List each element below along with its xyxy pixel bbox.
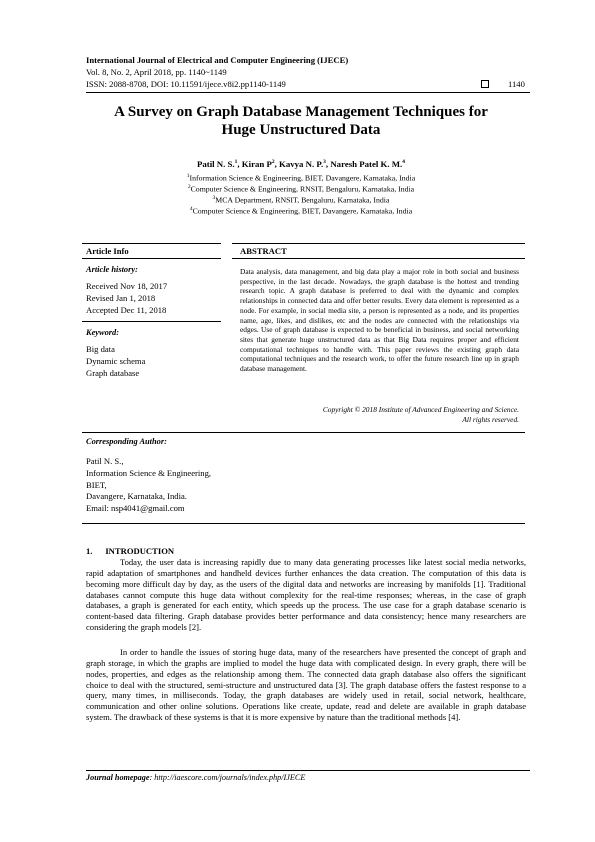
aff-sup: 1 xyxy=(186,173,190,179)
corresponding-line: Davangere, Karnataka, India. xyxy=(86,491,187,501)
keyword: Graph database xyxy=(86,368,140,378)
author-sup: 4 xyxy=(402,159,405,166)
author-sup: 1 xyxy=(234,159,238,166)
volume-info: Vol. 8, No. 2, April 2018, pp. 1140~1149 xyxy=(86,67,227,77)
author-sep: , xyxy=(325,159,331,169)
copyright-line: Copyright © 2018 Institute of Advanced Engineering and Science. xyxy=(322,405,519,414)
title-line: Huge Unstructured Data xyxy=(221,122,381,138)
corresponding-line: Information Science & Engineering, xyxy=(86,468,212,478)
aff-sup: 2 xyxy=(187,184,191,190)
footer-rule xyxy=(86,770,530,771)
paper-title xyxy=(86,103,516,139)
keyword: Dynamic schema xyxy=(86,356,146,366)
author-name: Kavya N. P. xyxy=(279,159,324,169)
author-name: Patil N. S. xyxy=(197,159,235,169)
intro-paragraph-1: Today, the user data is increasing rapidly due to many data generating processes like latest social media networks, rapid adaptation of smartphones and handheld devices further enhances the data creation. The computation of this data is becoming more difficult day by day, as the users of the digital data and networks are increasing by manifolds [1]. Traditional databases cannot compute this huge data without complexity for the real-time responses; whereas, in the case of graph databases, a graph is generated for each entity, which speeds up the process. The use case for a graph database scenario is content-based data filtering. Graph database provides better performance and data consistency; hence many researchers are considering the graph models [2]. xyxy=(86,557,526,633)
aff-sup: 3 xyxy=(212,195,216,201)
page-marker-icon xyxy=(481,80,489,88)
abstract-text: Data analysis, data management, and big data play a major role in both social and business perspective, in the last decade. Nowadays, the graph database is the hottest and trending research topic. A graph database is preferred to deal with the dynamic and complex relationships in connected data and offer better results. Every data element is represented as a node. For example, in social media site, a person is represented as a node, and its properties name, age, likes, and dislikes, etc and the nodes are connected with the relationships via edges. Use of graph database is expected to be beneficial in business, and social networking sites that generate huge unstructured data as that Big Data requires proper and efficient computational techniques to handle with. This paper reviews the existing graph data computational techniques and the research work, to offer the future research line up in graph database management. xyxy=(240,267,519,374)
aff-text: Computer Science & Engineering, BIET, Davangere, Karnataka, India xyxy=(192,206,413,216)
author-sep: , xyxy=(237,159,242,169)
corresponding-line: BIET, xyxy=(86,480,107,490)
abstract-rule xyxy=(232,258,525,259)
author-name: Kiran P xyxy=(241,159,272,169)
keyword-rule xyxy=(82,321,221,322)
aff-text: MCA Department, RNSIT, Bengaluru, Karnataka, India xyxy=(215,195,390,205)
author-name: Naresh Patel K. M. xyxy=(330,159,403,169)
title-line: A Survey on Graph Database Management Techniques for xyxy=(114,104,488,120)
article-info-heading: Article Info xyxy=(86,246,129,256)
copyright-notice xyxy=(240,405,519,425)
corresponding-top-rule xyxy=(82,432,525,433)
accepted-date: Accepted Dec 11, 2018 xyxy=(86,305,167,315)
abstract-heading: ABSTRACT xyxy=(240,246,287,256)
page-number: 1140 xyxy=(508,79,525,89)
abstract-top-rule xyxy=(232,243,525,244)
aff-text: Computer Science & Engineering, RNSIT, Bengaluru, Karnataka, India xyxy=(190,184,415,194)
homepage-label: Journal homepage xyxy=(86,773,150,782)
issn-doi: ISSN: 2088-8708, DOI: 10.11591/ijece.v8i2.pp1140-1149 xyxy=(86,79,286,89)
author-sup: 2 xyxy=(271,159,275,166)
author-sep: , xyxy=(274,159,280,169)
journal-name: International Journal of Electrical and Computer Engineering (IJECE) xyxy=(86,55,349,65)
revised-date: Revised Jan 1, 2018 xyxy=(86,293,156,303)
rights-line: All rights reserved. xyxy=(462,415,519,424)
header-divider xyxy=(86,92,530,93)
author-sup: 3 xyxy=(323,159,326,166)
corresponding-bottom-rule xyxy=(82,523,525,524)
aff-text: Information Science & Engineering, BIET, Davangere, Karnataka, India xyxy=(189,173,416,183)
intro-paragraph-2: In order to handle the issues of storing huge data, many of the researchers have presented the concept of graph and graph storage, in which the graphs are implied to model the huge data with complicated design. In every graph, there will be nodes, properties, and edges as the relationship among them. The connected data graph database also offers the significant choice to deal with the structured, semi-structure and unstructured data [3]. The graph database offers the fastest response to a query, many times, in milliseconds. Today, the graph databases are widely used in retail, social network, healthcare, communication and other online solutions. Operations like create, update, read and delete are available in graph database system. The drawback of these systems is that it is more expensive by nature than the traditional methods [4]. xyxy=(86,647,526,723)
article-info-rule xyxy=(82,258,221,259)
keyword-heading: Keyword: xyxy=(86,328,120,337)
homepage-link[interactable]: : http://iaescore.com/journals/index.php/IJECE xyxy=(149,773,306,782)
article-info-top-rule xyxy=(82,243,221,244)
history-heading: Article history: xyxy=(86,265,138,274)
corresponding-heading: Corresponding Author: xyxy=(86,437,167,446)
author-list xyxy=(86,159,516,169)
received-date: Received Nov 18, 2017 xyxy=(86,281,168,291)
affiliation xyxy=(86,204,516,217)
section-heading-introduction: 1. INTRODUCTION xyxy=(86,546,175,556)
aff-sup: 4 xyxy=(189,206,193,212)
journal-homepage xyxy=(86,773,305,782)
corresponding-line: Patil N. S., xyxy=(86,456,124,466)
corresponding-email: Email: nsp4041@gmail.com xyxy=(86,503,185,513)
keyword: Big data xyxy=(86,344,115,354)
